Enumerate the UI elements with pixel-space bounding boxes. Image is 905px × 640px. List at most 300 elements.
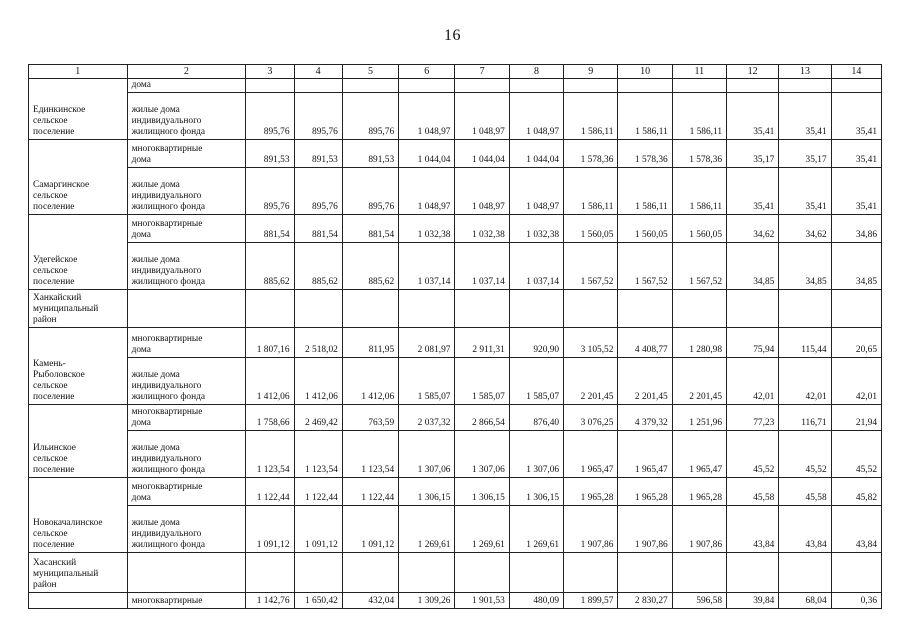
value-cell-text: 1 965,47: [689, 465, 723, 475]
table-row: [29, 79, 882, 93]
value-cell-text: 881,54: [263, 230, 290, 240]
value-cell-text: 1 122,44: [361, 493, 395, 503]
value-cell-text: 4 379,32: [634, 418, 668, 428]
value-cell-text: 1 032,38: [471, 230, 505, 240]
value-cell: [509, 478, 563, 506]
empty-cell: [294, 553, 342, 593]
value-cell-text: 2 830,27: [634, 596, 668, 606]
value-cell-text: 895,76: [263, 202, 290, 212]
value-cell-text: 4 408,77: [634, 345, 668, 355]
value-cell: [831, 405, 881, 431]
value-cell-text: 116,71: [801, 418, 827, 428]
area-cell: [29, 405, 128, 478]
value-cell-text: 1 560,05: [580, 230, 614, 240]
value-cell: [342, 431, 398, 478]
column-header-2: 2: [127, 65, 246, 79]
value-cell: [727, 593, 779, 609]
housing-type-cell-text: многоквартирные дома: [131, 144, 203, 165]
value-cell: [618, 215, 672, 243]
value-cell-text: 1 122,44: [305, 493, 338, 503]
value-cell-text: 115,44: [801, 345, 827, 355]
value-cell: [294, 593, 342, 609]
value-cell-text: 1 560,05: [689, 230, 723, 240]
empty-cell: [509, 553, 563, 593]
value-cell: [779, 168, 831, 215]
value-cell-text: 39,84: [753, 596, 775, 606]
value-cell-text: 1 280,98: [689, 345, 723, 355]
column-header-14: 14: [831, 65, 881, 79]
housing-type-cell-text: дома: [131, 80, 151, 90]
value-cell: [342, 358, 398, 405]
value-cell-text: 42,01: [855, 392, 877, 402]
value-cell: [727, 328, 779, 358]
empty-cell: [294, 290, 342, 328]
value-cell: [564, 243, 618, 290]
area-cell: [29, 328, 128, 405]
value-cell-text: 895,76: [312, 127, 338, 137]
value-cell-text: 45,58: [753, 493, 775, 503]
value-cell: [727, 478, 779, 506]
value-cell: [342, 405, 398, 431]
value-cell: [831, 593, 881, 609]
housing-type-cell-text: жилые дома индивидуального жилищного фонда: [131, 370, 206, 402]
value-cell: [294, 431, 342, 478]
value-cell: [831, 243, 881, 290]
value-cell-text: 34,86: [855, 230, 877, 240]
value-cell-text: 45,52: [805, 465, 827, 475]
value-cell-text: 3 076,25: [580, 418, 614, 428]
value-cell: [246, 140, 294, 168]
value-cell: [779, 593, 831, 609]
value-cell-text: 1 965,28: [580, 493, 614, 503]
housing-type-cell: [127, 168, 246, 215]
value-cell: [399, 328, 455, 358]
value-cell: [831, 358, 881, 405]
value-cell: [831, 168, 881, 215]
empty-cell: [831, 290, 881, 328]
housing-type-cell: [127, 431, 246, 478]
housing-type-cell: [127, 328, 246, 358]
value-cell-text: 34,62: [753, 230, 775, 240]
value-cell: [509, 358, 563, 405]
value-cell: [727, 506, 779, 553]
value-cell-text: 1 965,47: [580, 465, 614, 475]
value-cell: [455, 478, 509, 506]
area-cell: [29, 478, 128, 553]
value-cell: [831, 140, 881, 168]
area-cell-text: Камень- Рыболовское сельское поселение: [33, 359, 85, 402]
value-cell-text: 1 048,97: [417, 202, 451, 212]
value-cell-text: 891,53: [368, 155, 395, 165]
value-cell: [294, 358, 342, 405]
empty-cell: [831, 79, 881, 93]
empty-cell: [672, 553, 726, 593]
value-cell: [564, 506, 618, 553]
value-cell-text: 1 032,38: [526, 230, 560, 240]
housing-type-cell-text: многоквартирные: [131, 596, 203, 606]
value-cell: [246, 405, 294, 431]
value-cell: [342, 93, 398, 140]
value-cell-text: 1 122,44: [256, 493, 290, 503]
value-cell-text: 35,41: [805, 202, 827, 212]
value-cell-text: 2 081,97: [417, 345, 451, 355]
value-cell-text: 1 307,06: [471, 465, 505, 475]
value-cell: [564, 168, 618, 215]
value-cell: [564, 593, 618, 609]
value-cell: [672, 93, 726, 140]
value-cell-text: 1 044,04: [417, 155, 451, 165]
value-cell: [455, 405, 509, 431]
value-cell: [672, 506, 726, 553]
value-cell: [509, 506, 563, 553]
value-cell-text: 35,41: [855, 155, 877, 165]
value-cell-text: 1 306,15: [417, 493, 451, 503]
value-cell-text: 68,04: [805, 596, 827, 606]
value-cell-text: 480,09: [533, 596, 560, 606]
value-cell: [246, 328, 294, 358]
housing-type-cell: [127, 93, 246, 140]
housing-type-cell: [127, 506, 246, 553]
housing-type-cell: [127, 243, 246, 290]
value-cell: [294, 478, 342, 506]
value-cell: [831, 431, 881, 478]
value-cell-text: 1 044,04: [471, 155, 505, 165]
value-cell: [618, 140, 672, 168]
value-cell-text: 1 585,07: [526, 392, 560, 402]
value-cell: [727, 243, 779, 290]
value-cell-text: 891,53: [312, 155, 338, 165]
value-cell: [727, 405, 779, 431]
value-cell: [564, 140, 618, 168]
value-cell-text: 0,36: [860, 596, 877, 606]
value-cell: [779, 506, 831, 553]
value-cell: [509, 431, 563, 478]
value-cell: [672, 328, 726, 358]
district-cell: [29, 290, 128, 328]
value-cell-text: 885,62: [368, 277, 395, 287]
empty-cell: [779, 290, 831, 328]
value-cell: [342, 243, 398, 290]
value-cell: [509, 93, 563, 140]
table-row: [29, 93, 882, 140]
value-cell-text: 1 037,14: [526, 277, 560, 287]
value-cell: [294, 243, 342, 290]
empty-cell: [564, 290, 618, 328]
value-cell-text: 1 807,16: [256, 345, 290, 355]
value-cell: [779, 215, 831, 243]
value-cell-text: 1 585,07: [417, 392, 451, 402]
value-cell-text: 1 578,36: [580, 155, 614, 165]
value-cell-text: 35,41: [753, 127, 775, 137]
value-cell-text: 35,41: [855, 202, 877, 212]
value-cell: [509, 243, 563, 290]
value-cell: [672, 243, 726, 290]
value-cell-text: 1 269,61: [471, 540, 505, 550]
value-cell-text: 1 560,05: [634, 230, 668, 240]
value-cell-text: 885,62: [263, 277, 290, 287]
value-cell: [618, 593, 672, 609]
value-cell: [672, 358, 726, 405]
value-cell: [455, 168, 509, 215]
empty-cell: [831, 553, 881, 593]
value-cell-text: 876,40: [533, 418, 560, 428]
value-cell: [294, 405, 342, 431]
value-cell-text: 3 105,52: [580, 345, 614, 355]
table-row: [29, 593, 882, 609]
empty-cell: [127, 290, 246, 328]
value-cell-text: 75,94: [753, 345, 775, 355]
value-cell: [294, 168, 342, 215]
value-cell: [342, 506, 398, 553]
value-cell-text: 1 965,47: [634, 465, 668, 475]
value-cell-text: 20,65: [855, 345, 877, 355]
housing-type-cell: [127, 140, 246, 168]
value-cell-text: 1 586,11: [689, 127, 723, 137]
empty-cell: [564, 79, 618, 93]
column-header-10: 10: [618, 65, 672, 79]
value-cell-text: 1 306,15: [526, 493, 560, 503]
table-row: [29, 243, 882, 290]
value-cell: [455, 243, 509, 290]
value-cell-text: 45,58: [805, 493, 827, 503]
value-cell: [618, 93, 672, 140]
housing-type-cell: [127, 478, 246, 506]
value-cell-text: 1 048,97: [471, 202, 505, 212]
value-cell-text: 1 123,54: [305, 465, 338, 475]
value-cell: [399, 478, 455, 506]
table-row: [29, 328, 882, 358]
value-cell-text: 891,53: [263, 155, 290, 165]
value-cell: [399, 168, 455, 215]
value-cell: [246, 593, 294, 609]
column-header-7: 7: [455, 65, 509, 79]
value-cell-text: 34,62: [805, 230, 827, 240]
value-cell: [294, 328, 342, 358]
value-cell-text: 34,85: [753, 277, 775, 287]
value-cell: [727, 358, 779, 405]
value-cell: [779, 93, 831, 140]
value-cell: [399, 405, 455, 431]
value-cell-text: 1 032,38: [417, 230, 451, 240]
area-cell-text: Самаргинское сельское поселение: [33, 180, 90, 212]
value-cell: [455, 593, 509, 609]
value-cell-text: 895,76: [368, 127, 395, 137]
value-cell-text: 1 586,11: [635, 127, 668, 137]
value-cell: [246, 168, 294, 215]
value-cell-text: 811,95: [368, 345, 395, 355]
header-row: [29, 65, 882, 79]
value-cell-text: 1 899,57: [580, 596, 614, 606]
value-cell: [618, 328, 672, 358]
value-cell-text: 1 585,07: [471, 392, 505, 402]
value-cell-text: 920,90: [533, 345, 560, 355]
empty-cell: [727, 290, 779, 328]
value-cell-text: 763,59: [368, 418, 395, 428]
value-cell-text: 881,54: [312, 230, 338, 240]
value-cell: [246, 431, 294, 478]
value-cell: [831, 506, 881, 553]
column-header-4: 4: [294, 65, 342, 79]
column-header-12: 12: [727, 65, 779, 79]
area-cell: [29, 140, 128, 215]
value-cell-text: 1 123,54: [361, 465, 395, 475]
value-cell-text: 1 269,61: [417, 540, 451, 550]
empty-cell: [399, 553, 455, 593]
value-cell-text: 881,54: [368, 230, 395, 240]
value-cell-text: 1 307,06: [417, 465, 451, 475]
value-cell: [246, 478, 294, 506]
value-cell-text: 35,17: [805, 155, 827, 165]
value-cell-text: 1 567,52: [689, 277, 723, 287]
value-cell-text: 2 201,45: [689, 392, 723, 402]
housing-type-cell: [127, 405, 246, 431]
empty-cell: [342, 290, 398, 328]
empty-cell: [727, 553, 779, 593]
value-cell-text: 895,76: [263, 127, 290, 137]
value-cell: [618, 431, 672, 478]
value-cell-text: 21,94: [855, 418, 877, 428]
value-cell-text: 1 578,36: [689, 155, 723, 165]
housing-type-cell-text: жилые дома индивидуального жилищного фонда: [131, 518, 206, 550]
value-cell: [618, 506, 672, 553]
value-cell: [618, 168, 672, 215]
column-header-9: 9: [564, 65, 618, 79]
value-cell-text: 1 044,04: [526, 155, 560, 165]
value-cell: [399, 506, 455, 553]
value-cell: [564, 328, 618, 358]
value-cell: [294, 506, 342, 553]
value-cell-text: 1 307,06: [526, 465, 560, 475]
empty-cell: [455, 290, 509, 328]
value-cell-text: 1 037,14: [417, 277, 451, 287]
value-cell: [779, 358, 831, 405]
value-cell: [727, 215, 779, 243]
value-cell: [779, 140, 831, 168]
value-cell: [509, 168, 563, 215]
value-cell: [509, 593, 563, 609]
housing-type-cell-text: жилые дома индивидуального жилищного фонда: [131, 180, 206, 212]
housing-type-cell-text: жилые дома индивидуального жилищного фонда: [131, 443, 206, 475]
value-cell: [779, 243, 831, 290]
value-cell-text: 35,41: [805, 127, 827, 137]
value-cell-text: 43,84: [753, 540, 775, 550]
value-cell: [564, 478, 618, 506]
value-cell: [455, 358, 509, 405]
value-cell-text: 1 269,61: [526, 540, 560, 550]
table-row: [29, 553, 882, 593]
empty-cell: [127, 553, 246, 593]
housing-type-cell-text: жилые дома индивидуального жилищного фонда: [131, 255, 206, 287]
value-cell: [618, 405, 672, 431]
value-cell-text: 1 965,28: [634, 493, 668, 503]
housing-type-cell: [127, 358, 246, 405]
value-cell-text: 35,41: [855, 127, 877, 137]
value-cell: [246, 243, 294, 290]
value-cell-text: 1 650,42: [305, 596, 338, 606]
value-cell: [294, 93, 342, 140]
value-cell: [564, 431, 618, 478]
value-cell: [509, 140, 563, 168]
value-cell: [342, 328, 398, 358]
value-cell: [618, 478, 672, 506]
empty-cell: [672, 79, 726, 93]
table-row: [29, 478, 882, 506]
housing-type-cell-text: жилые дома индивидуального жилищного фонда: [131, 105, 206, 137]
table-row: [29, 140, 882, 168]
value-cell-text: 1 578,36: [634, 155, 668, 165]
value-cell-text: 1 309,26: [417, 596, 451, 606]
value-cell: [509, 405, 563, 431]
empty-cell: [246, 553, 294, 593]
value-cell-text: 34,85: [855, 277, 877, 287]
value-cell: [246, 506, 294, 553]
empty-cell: [509, 290, 563, 328]
value-cell-text: 1 048,97: [526, 127, 560, 137]
value-cell-text: 77,23: [753, 418, 775, 428]
value-cell-text: 45,52: [855, 465, 877, 475]
value-cell-text: 1 048,97: [417, 127, 451, 137]
value-cell-text: 1 306,15: [471, 493, 505, 503]
value-cell: [672, 168, 726, 215]
value-cell: [831, 93, 881, 140]
value-cell: [831, 215, 881, 243]
value-cell: [672, 215, 726, 243]
value-cell-text: 1 048,97: [471, 127, 505, 137]
housing-type-cell: [127, 593, 246, 609]
value-cell-text: 1 091,12: [256, 540, 290, 550]
value-cell-text: 1 123,54: [256, 465, 290, 475]
value-cell-text: 1 091,12: [361, 540, 395, 550]
value-cell: [342, 168, 398, 215]
value-cell: [672, 593, 726, 609]
value-cell: [399, 243, 455, 290]
column-header-6: 6: [399, 65, 455, 79]
empty-cell: [779, 553, 831, 593]
value-cell-text: 1 567,52: [580, 277, 614, 287]
empty-cell: [342, 553, 398, 593]
value-cell-text: 2 469,42: [305, 418, 338, 428]
value-cell-text: 42,01: [753, 392, 775, 402]
area-cell-text: Удегейское сельское поселение: [33, 255, 78, 287]
empty-cell: [399, 290, 455, 328]
empty-cell: [294, 79, 342, 93]
value-cell: [246, 358, 294, 405]
table-row: [29, 215, 882, 243]
empty-cell: [564, 553, 618, 593]
value-cell: [294, 140, 342, 168]
table-row: [29, 290, 882, 328]
value-cell: [399, 93, 455, 140]
value-cell-text: 2 866,54: [471, 418, 505, 428]
value-cell-text: 1 412,06: [305, 392, 338, 402]
page-number: 16: [444, 27, 461, 44]
empty-cell: [779, 79, 831, 93]
value-cell: [455, 93, 509, 140]
area-cell-text: Новокачалинское сельское поселение: [33, 518, 103, 550]
value-cell: [455, 215, 509, 243]
empty-cell: [455, 553, 509, 593]
value-cell-text: 1 586,11: [689, 202, 723, 212]
value-cell: [399, 431, 455, 478]
value-cell-text: 2 201,45: [580, 392, 614, 402]
value-cell: [564, 405, 618, 431]
value-cell-text: 1 758,66: [256, 418, 290, 428]
value-cell-text: 1 251,96: [689, 418, 723, 428]
value-cell: [455, 506, 509, 553]
value-cell: [399, 593, 455, 609]
value-cell: [294, 215, 342, 243]
value-cell-text: 1 586,11: [580, 127, 614, 137]
